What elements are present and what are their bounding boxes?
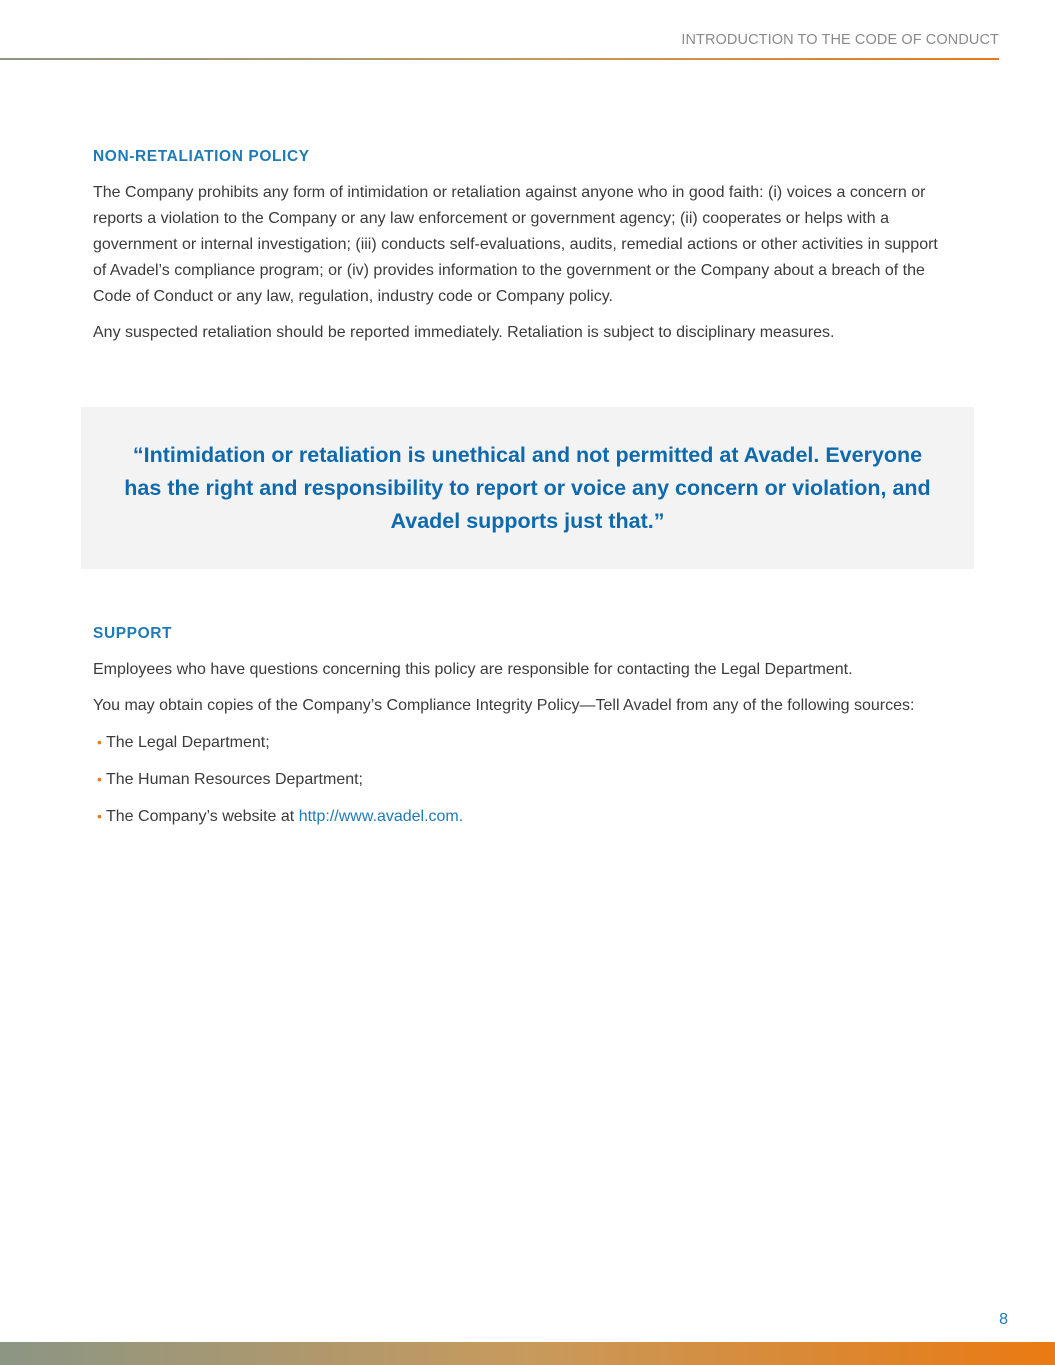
- list-item: [93, 803, 943, 830]
- list-item: [93, 766, 943, 793]
- list-item-text: The Legal Department;: [106, 734, 270, 751]
- non-retaliation-title: NON-RETALIATION POLICY: [93, 148, 310, 165]
- footer-gradient-band: [0, 1342, 1055, 1365]
- sources-list: [93, 729, 943, 830]
- support-title: SUPPORT: [93, 625, 173, 642]
- retaliation-reporting-paragraph: Any suspected retaliation should be reported immediately. Retaliation is subject to disciplinary measures.: [93, 324, 835, 341]
- list-item: [93, 729, 943, 756]
- support-paragraph-contact: Employees who have questions concerning this policy are responsible for contacting the Legal Department.: [93, 661, 853, 678]
- page-number: 8: [999, 1311, 1008, 1328]
- bullet-dot-icon: •: [97, 734, 102, 750]
- website-prefix: The Company’s website at: [106, 808, 299, 825]
- list-item-text: [106, 804, 463, 830]
- website-link[interactable]: http://www.avadel.com.: [298, 808, 464, 825]
- non-retaliation-paragraph: The Company prohibits any form of intimidation or retaliation against anyone who in good faith: (i) voices a concern or reports a violation to the Company or any law enforcement or government agency; (ii) cooperates or helps with a government or internal investigation; (iii) conducts self-evaluations, audits, remedial actions or other activities in support of Avadel’s compliance program; or (iv) provides information to the government or the Company about a breach of the Code of Conduct or any law, regulation, industry code or Company policy.: [93, 184, 938, 305]
- bullet-dot-icon: •: [97, 771, 102, 787]
- pull-quote-box: [81, 407, 974, 569]
- bullet-dot-icon: •: [97, 808, 102, 824]
- running-header: INTRODUCTION TO THE CODE OF CONDUCT: [681, 32, 999, 48]
- non-retaliation-section: [93, 148, 943, 356]
- support-paragraph-sources: You may obtain copies of the Company’s Compliance Integrity Policy—Tell Avadel from any of the following sources:: [93, 697, 915, 714]
- pull-quote-text: “Intimidation or retaliation is unethical and not permitted at Avadel. Everyone has the right and responsibility to report or voice any concern or violation, and Avadel supports just that.”: [124, 442, 931, 533]
- header-divider: [0, 58, 999, 60]
- list-item-text: The Human Resources Department;: [106, 771, 363, 788]
- support-section: [93, 625, 943, 840]
